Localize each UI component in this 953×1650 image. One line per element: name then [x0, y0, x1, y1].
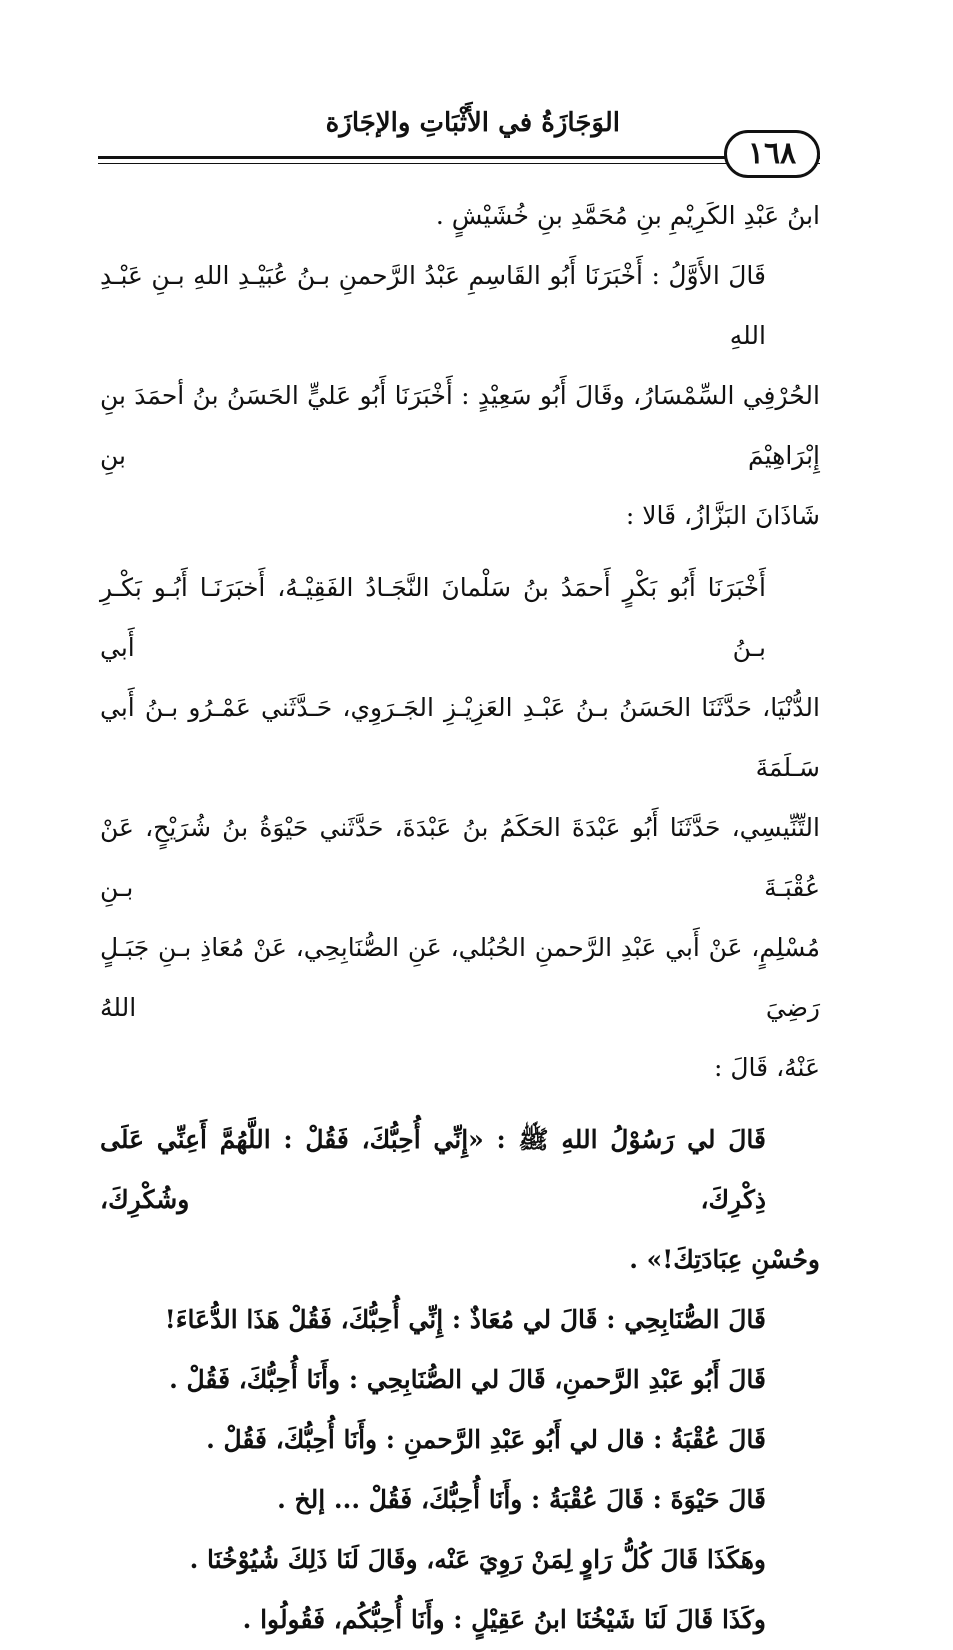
- chain-line: قَالَ حَيْوَةَ : قَالَ عُقْبَةُ : وأَنَا أُحِبُّكَ، فَقُلْ ... إلخ .: [277, 1485, 766, 1514]
- text-line: الدُّنْيَا، حَدَّثَنَا الحَسَنُ بـنُ عَبْـدِ العَزِيْـزِ الجَـرَوِي، حَـدَّثَني عَمْـرُو بـنُ أَبي سَـلَمَةَ: [100, 693, 820, 782]
- text-line: مُسْلِمٍ، عَنْ أَبي عَبْدِ الرَّحمنِ الحُبُلي، عَنِ الصُّنَابِحِي، عَنْ مُعَاذِ بـنِ جَبَـلٍ رَضِيَ اللهُ: [100, 933, 820, 1022]
- page-number: ١٦٨: [724, 130, 820, 178]
- page-body: [100, 186, 820, 1650]
- header-rule-thin: [98, 163, 820, 164]
- page-header: [98, 104, 820, 184]
- text-line: التِّنِّيسِي، حَدَّثَنَا أَبُو عَبْدَةَ الحَكَمُ بنُ عَبْدَةَ، حَدَّثَني حَيْوَةُ بنُ شُرَيْحٍ، عَنْ عُقْبَـةَ بـنِ: [100, 813, 820, 902]
- text-line: شَاذَانَ البَزَّازُ، قَالا :: [625, 501, 820, 530]
- chain-line: وكَذَا قَالَ لَنَا شَيْخُنَا ابنُ عَقِيْلٍ : وأَنَا أُحِبُّكُم، فَقُولُوا .: [242, 1605, 766, 1634]
- text-line: ابنُ عَبْدِ الكَرِيْمِ بنِ مُحَمَّدِ بنِ خُشَيْشٍ .: [435, 201, 820, 230]
- chain-line: قَالَ أَبُو عَبْدِ الرَّحمنِ، قَالَ لي الصُّنَابِحِي : وأَنَا أُحِبُّكَ، فَقُلْ .: [169, 1365, 766, 1394]
- text-line: عَنْهُ، قَالَ :: [714, 1053, 820, 1082]
- chain-line: قَالَ عُقْبَةُ : قال لي أَبُو عَبْدِ الرَّحمنِ : وأَنَا أُحِبُّكَ، فَقُلْ .: [206, 1425, 766, 1454]
- header-rule: [98, 156, 820, 159]
- text-line: قَالَ الأَوَّلُ : أَخْبَرَنَا أَبُو القَاسِمِ عَبْدُ الرَّحمنِ بـنُ عُبَيْـدِ اللهِ بـنِ عَبْـدِ اللهِ: [100, 261, 766, 350]
- hadith-line: قَالَ لي رَسُوْلُ اللهِ ﷺ : «إِنِّي أُحِبُّكَ، فَقُلْ : اللَّهُمَّ أَعِنِّي عَلَى ذِكْرِكَ، وشُكْرِكَ،: [100, 1125, 766, 1214]
- chain-line: وهَكَذَا قَالَ كُلُّ رَاوٍ لِمَنْ رَوِيَ عَنْه، وقَالَ لَنَا ذَلِكَ شُيُوْخُنَا .: [189, 1545, 766, 1574]
- hadith-line: وحُسْنِ عِبَادَتِكَ!» .: [629, 1245, 820, 1274]
- text-line: الحُرْفِي السِّمْسَارُ، وقَالَ أَبُو سَعِيْدٍ : أَخْبَرَنَا أَبُو عَليٍّ الحَسَنُ بنُ أحمَدَ بنِ إِبْرَاهِيْمَ بنِ: [100, 381, 820, 470]
- chain-line: قَالَ الصُّنَابِحِي : قَالَ لي مُعَاذٌ : إِنِّي أُحِبُّكَ، فَقُلْ هَذَا الدُّعَاءَ!: [164, 1305, 766, 1334]
- running-title: الوَجَازَةُ في الأَثْبَاتِ والإجَازَة: [325, 108, 620, 138]
- text-line: أَخْبَرَنَا أَبُو بَكْرٍ أَحمَدُ بنُ سَلْمانَ النَّجَـادُ الفَقِيْـهُ، أَخبَرَنَـا أَبُـو بَكْـرِ بـنُ أَبي: [100, 573, 766, 662]
